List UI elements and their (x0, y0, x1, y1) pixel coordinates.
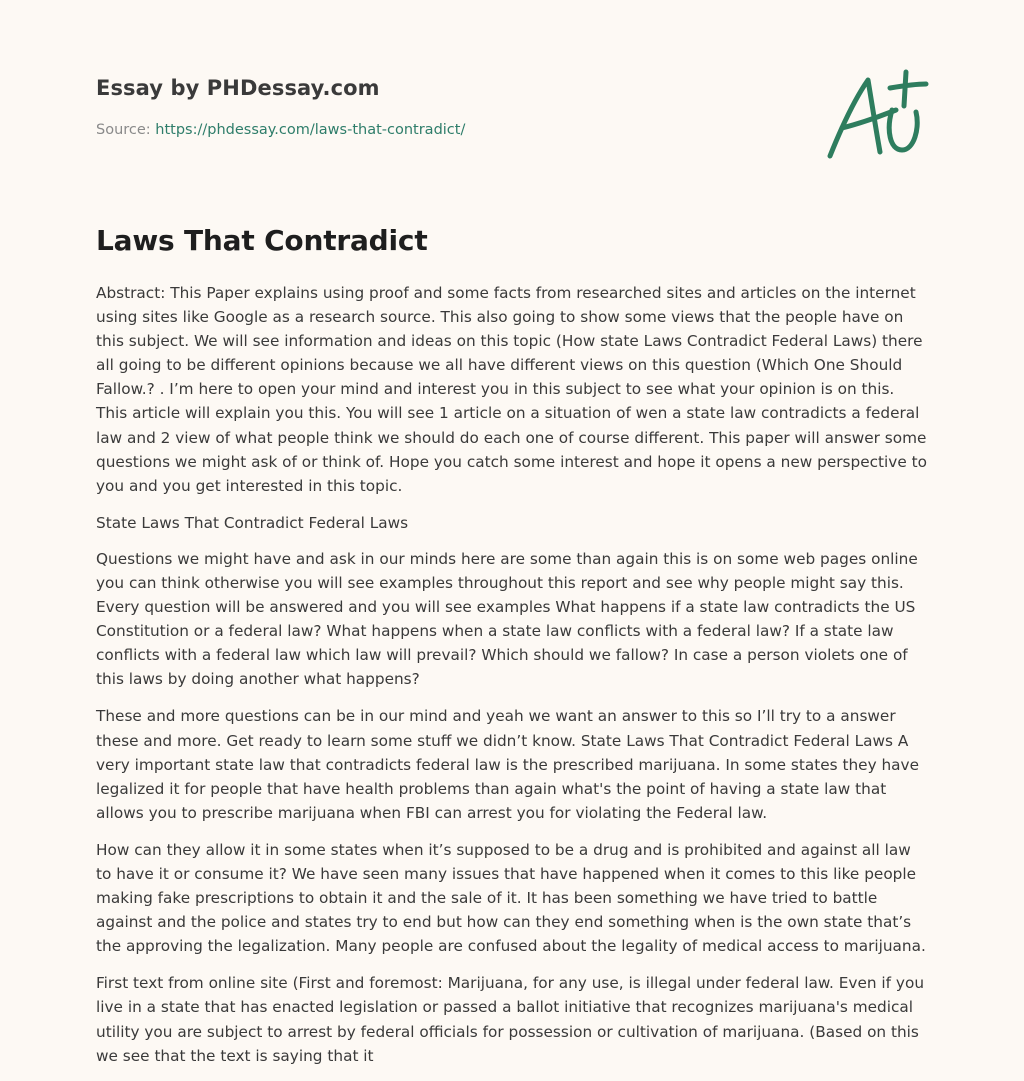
brand-title: Essay by PHDessay.com (96, 76, 380, 100)
source-link[interactable]: https://phdessay.com/laws-that-contradict/ (155, 122, 466, 138)
essay-body (96, 224, 930, 1081)
body-paragraph: These and more questions can be in our mind and yeah we want an answer to this so I’ll try to a answer these and more. Get ready to learn some stuff we didn’t know. State Laws That Contradict Federal Laws A very important state law that contradicts federal law is the prescribed marijuana. In some states they have legalized it for people that have health problems than again what's the point of having a state law that allows you to prescribe marijuana when FBI can arrest you for violating the Federal law. (96, 707, 920, 822)
section-heading: State Laws That Contradict Federal Laws (96, 513, 409, 532)
source-label: Source: (96, 122, 156, 138)
source-line (96, 122, 796, 138)
a-plus-icon (820, 66, 930, 166)
body-paragraph: First text from online site (First and foremost: Marijuana, for any use, is illegal under federal law. Even if you live in a state that has enacted legislation or passed a ballot initiative that recognizes marijuana's medical utility you are subject to arrest by federal officials for possession or cultivation of marijuana. (Based on this we see that the text is saying that it (96, 974, 925, 1065)
body-paragraph: Questions we might have and ask in our minds here are some than again this is on some web pages online you can think otherwise you will see examples throughout this report and see why people might say this. Every question will be answered and you will see examples What happens if a state law contradicts the US Constitution or a federal law? What happens when a state law conflicts with a federal law? If a state law conflicts with a federal law which law will prevail? Which should we fallow? In case a person violets one of this laws by doing another what happens? (96, 549, 918, 689)
essay-header (96, 76, 796, 138)
body-paragraph: How can they allow it in some states when it’s supposed to be a drug and is prohibited and against all law to have it or consume it? We have seen many issues that have happened when it comes to this like people making fake prescriptions to obtain it and the sale of it. It has been something we have tried to battle against and the police and states try to end but how can they end something when is the own state that’s the approving the legalization. Many people are confused about the legality of medical access to marijuana. (96, 840, 926, 956)
abstract-paragraph: Abstract: This Paper explains using proof and some facts from researched sites and articles on the internet using sites like Google as a research source. This also going to show some views that the people have on this subject. We will see information and ideas on this topic (How state Laws Contradict Federal Laws) there all going to be different opinions because we all have different views on this question (Which One Should Fallow.? . I’m here to open your mind and interest you in this subject to see what your opinion is on this. This article will explain you this. You will see 1 article on a situation of wen a state law contradicts a federal law and 2 view of what people think we should do each one of course different. This paper will answer some questions we might ask of or think of. Hope you catch some interest and hope it opens a new perspective to you and you get interested in this topic. (96, 284, 927, 495)
essay-title: Laws That Contradict (96, 224, 428, 257)
